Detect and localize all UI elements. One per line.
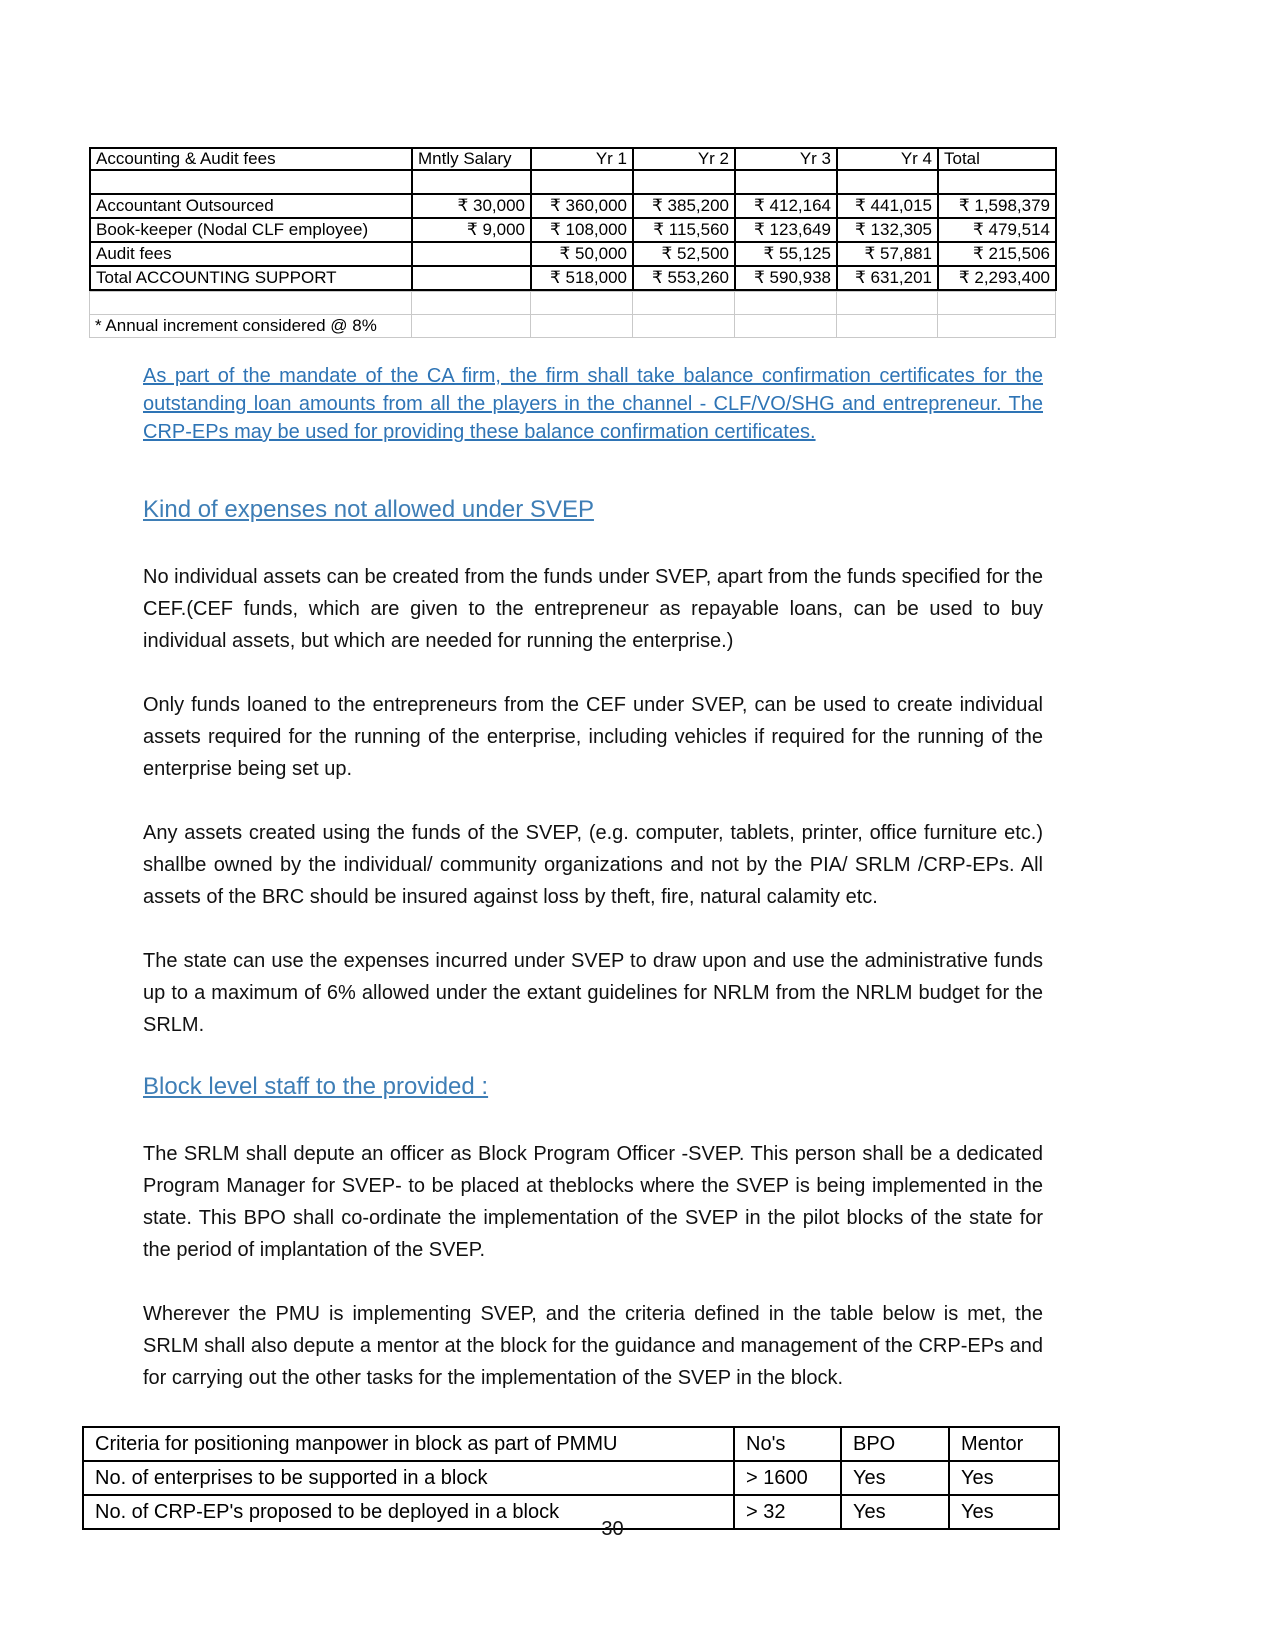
paragraph: Wherever the PMU is implementing SVEP, and the criteria defined in the table below is met, the SRLM shall also depute a mentor at the block for the guidance and management of the CRP-EPs and for carrying out the other tasks for the implementation of the SVEP in the block. bbox=[143, 1303, 1043, 1389]
table-cell: ₹ 132,305 bbox=[837, 218, 938, 242]
column-header: Mentor bbox=[949, 1427, 1059, 1461]
table-row bbox=[90, 218, 1056, 242]
column-header: No's bbox=[734, 1427, 841, 1461]
table-cell: ₹ 50,000 bbox=[531, 242, 633, 266]
table-cell: ₹ 553,260 bbox=[633, 266, 735, 290]
page-number: 30 bbox=[601, 1518, 624, 1540]
accounting-table-header bbox=[90, 148, 1056, 170]
table-cell: ₹ 412,164 bbox=[735, 194, 837, 218]
table-cell: ₹ 518,000 bbox=[531, 266, 633, 290]
table-cell: Total ACCOUNTING SUPPORT bbox=[90, 266, 412, 290]
table-cell: ₹ 52,500 bbox=[633, 242, 735, 266]
paragraph: The state can use the expenses incurred under SVEP to draw upon and use the administrative funds up to a maximum of 6% allowed under the extant guidelines for NRLM from the NRLM budget for the SRLM. bbox=[143, 950, 1043, 1036]
criteria-table bbox=[82, 1426, 1060, 1530]
table-cell: ₹ 441,015 bbox=[837, 194, 938, 218]
section-heading-expenses: Kind of expenses not allowed under SVEP bbox=[143, 496, 594, 523]
accounting-table-body bbox=[90, 194, 1056, 290]
table-row bbox=[90, 266, 1056, 290]
table-row bbox=[90, 194, 1056, 218]
table-cell: ₹ 631,201 bbox=[837, 266, 938, 290]
table-row bbox=[83, 1461, 1059, 1495]
table-header-row bbox=[83, 1427, 1059, 1461]
table-cell: > 32 bbox=[734, 1495, 841, 1529]
table-cell: Accountant Outsourced bbox=[90, 194, 412, 218]
section-heading-block-staff: Block level staff to the provided : bbox=[143, 1073, 489, 1100]
accounting-table bbox=[89, 147, 1057, 291]
table-cell: ₹ 1,598,379 bbox=[938, 194, 1056, 218]
column-header: Total bbox=[938, 148, 1056, 170]
empty-row bbox=[90, 292, 1056, 315]
table-cell: Audit fees bbox=[90, 242, 412, 266]
empty-row bbox=[90, 170, 1056, 194]
table-cell: Yes bbox=[841, 1495, 949, 1529]
table-footnote: * Annual increment considered @ 8% bbox=[90, 315, 412, 338]
table-cell: ₹ 215,506 bbox=[938, 242, 1056, 266]
table-cell: No. of enterprises to be supported in a block bbox=[83, 1461, 734, 1495]
table-cell: ₹ 590,938 bbox=[735, 266, 837, 290]
paragraph: No individual assets can be created from the funds under SVEP, apart from the funds specified for the CEF.(CEF funds, which are given to the entrepreneur as repayable loans, can be used to buy individual assets, but which are needed for running the enterprise.) bbox=[143, 566, 1043, 652]
table-cell: ₹ 108,000 bbox=[531, 218, 633, 242]
table-cell bbox=[412, 266, 531, 290]
column-header: Yr 4 bbox=[837, 148, 938, 170]
table-cell: Book-keeper (Nodal CLF employee) bbox=[90, 218, 412, 242]
ca-mandate-note: As part of the mandate of the CA firm, the firm shall take balance confirmation certificates for the outstanding loan amounts from all the players in the channel - CLF/VO/SHG and entrepreneur. The CRP-EPs may be used for providing these balance confirmation certificates. bbox=[143, 365, 1043, 443]
table-cell: ₹ 2,293,400 bbox=[938, 266, 1056, 290]
table-cell: No. of CRP-EP's proposed to be deployed in a block bbox=[83, 1495, 734, 1529]
table-cell: > 1600 bbox=[734, 1461, 841, 1495]
table-header-row bbox=[90, 148, 1056, 170]
table-cell: ₹ 360,000 bbox=[531, 194, 633, 218]
table-cell: ₹ 55,125 bbox=[735, 242, 837, 266]
paragraph: Only funds loaned to the entrepreneurs from the CEF under SVEP, can be used to create individual assets required for the running of the enterprise, including vehicles if required for the running of the enterprise being set up. bbox=[143, 694, 1043, 780]
table-cell: ₹ 9,000 bbox=[412, 218, 531, 242]
table-cell: Yes bbox=[949, 1495, 1059, 1529]
table-cell: Yes bbox=[841, 1461, 949, 1495]
column-header: Yr 2 bbox=[633, 148, 735, 170]
column-header: Yr 3 bbox=[735, 148, 837, 170]
table-cell: Yes bbox=[949, 1461, 1059, 1495]
column-header: BPO bbox=[841, 1427, 949, 1461]
column-header: Yr 1 bbox=[531, 148, 633, 170]
table-cell: ₹ 385,200 bbox=[633, 194, 735, 218]
document-body bbox=[143, 362, 1043, 1394]
table-cell bbox=[412, 242, 531, 266]
table-cell: ₹ 30,000 bbox=[412, 194, 531, 218]
table-cell: ₹ 115,560 bbox=[633, 218, 735, 242]
paragraph: The SRLM shall depute an officer as Block Program Officer -SVEP. This person shall be a dedicated Program Manager for SVEP- to be placed at theblocks where the SVEP is being implemented in the state. This BPO shall co-ordinate the implementation of the SVEP in the pilot blocks of the state for the period of implantation of the SVEP. bbox=[143, 1143, 1043, 1261]
table-row bbox=[90, 242, 1056, 266]
column-header: Mntly Salary bbox=[412, 148, 531, 170]
paragraph: Any assets created using the funds of the SVEP, (e.g. computer, tablets, printer, office furniture etc.) shallbe owned by the individual/ community organizations and not by the PIA/ SRLM /CRP-EPs. All assets of the BRC should be insured against loss by theft, fire, natural calamity etc. bbox=[143, 822, 1043, 908]
column-header: Accounting & Audit fees bbox=[90, 148, 412, 170]
table-cell: ₹ 123,649 bbox=[735, 218, 837, 242]
criteria-table-header bbox=[83, 1427, 1059, 1461]
column-header: Criteria for positioning manpower in block as part of PMMU bbox=[83, 1427, 734, 1461]
accounting-table-gridline-area bbox=[89, 291, 1056, 338]
footnote-row bbox=[90, 315, 1056, 338]
table-cell: ₹ 479,514 bbox=[938, 218, 1056, 242]
table-cell: ₹ 57,881 bbox=[837, 242, 938, 266]
